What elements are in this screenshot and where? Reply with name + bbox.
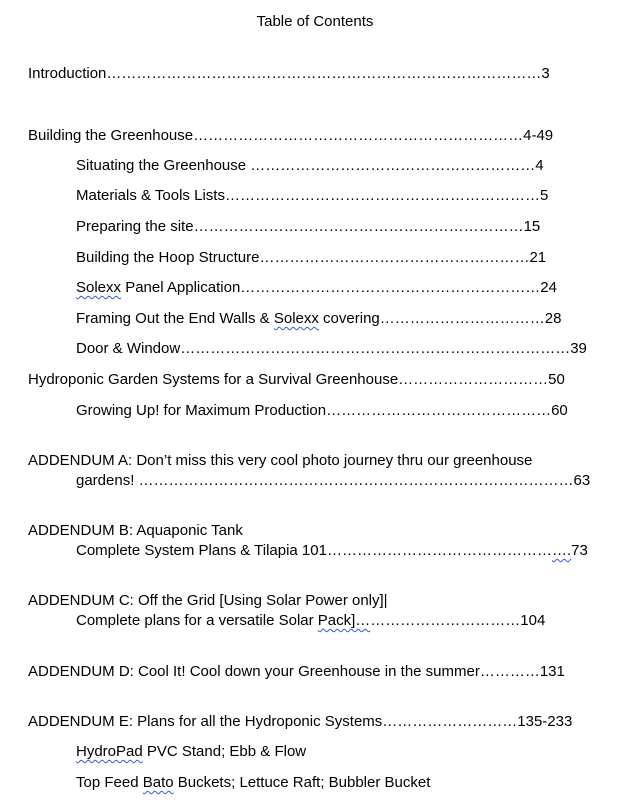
spellcheck-word: HydroPad bbox=[76, 743, 143, 760]
spellcheck-word: Bato bbox=[142, 774, 174, 791]
toc-entry-addendum-c: ADDENDUM C: Off the Grid [Using Solar Power only]| bbox=[28, 592, 388, 609]
entry-text: …………………………104 bbox=[370, 612, 546, 629]
toc-entry-addendum-a: ADDENDUM A: Don’t miss this very cool photo journey thru our greenhouse bbox=[28, 452, 533, 469]
entry-text: Complete System Plans & Tilapia 101……………………………………… bbox=[76, 542, 552, 559]
toc-entry-addendum-b: ADDENDUM B: Aquaponic Tank bbox=[28, 522, 243, 539]
toc-entry-building-greenhouse: Building the Greenhouse…………………………………………………………4-49 bbox=[28, 127, 554, 144]
toc-entry-situating: Situating the Greenhouse …………………………………………………4 bbox=[76, 157, 544, 174]
spellcheck-word: …. bbox=[551, 542, 572, 559]
spellcheck-word: Solexx bbox=[273, 310, 319, 327]
page-title: Table of Contents bbox=[256, 13, 374, 30]
entry-text: Top Feed bbox=[76, 774, 143, 791]
toc-entry-door-window: Door & Window……………………………………………………………………39 bbox=[76, 340, 587, 357]
toc-entry-preparing-site: Preparing the site…………………………………………………………15 bbox=[76, 218, 541, 235]
entry-text: 73 bbox=[571, 542, 588, 559]
toc-entry-top-feed bbox=[76, 774, 430, 791]
toc-entry-addendum-b-cont bbox=[76, 542, 588, 559]
toc-entry-addendum-e: ADDENDUM E: Plans for all the Hydroponic Systems………………………135-233 bbox=[28, 713, 573, 730]
entry-text: Buckets; Lettuce Raft; Bubbler Bucket bbox=[173, 774, 431, 791]
toc-entry-hydroponic-systems: Hydroponic Garden Systems for a Survival Greenhouse…………………………50 bbox=[28, 371, 565, 388]
entry-text: covering……………………………28 bbox=[318, 310, 562, 327]
toc-entry-framing bbox=[76, 310, 561, 327]
entry-text: Framing Out the End Walls & bbox=[76, 310, 274, 327]
toc-entry-hydropad bbox=[76, 743, 306, 760]
toc-entry-materials: Materials & Tools Lists………………………………………………………5 bbox=[76, 187, 549, 204]
entry-text: Complete plans for a versatile Solar bbox=[76, 612, 318, 629]
toc-entry-hoop-structure: Building the Hoop Structure………………………………………………21 bbox=[76, 249, 547, 266]
toc-entry-addendum-c-cont bbox=[76, 612, 545, 629]
toc-entry-solexx-panel bbox=[76, 279, 557, 296]
toc-entry-addendum-a-cont: gardens! ……………………………………………………………………………63 bbox=[76, 472, 591, 489]
spellcheck-word: Pack]… bbox=[317, 612, 371, 629]
entry-text: PVC Stand; Ebb & Flow bbox=[142, 743, 307, 760]
toc-entry-introduction: Introduction……………………………………………………………………………3 bbox=[28, 65, 550, 82]
toc-entry-addendum-d: ADDENDUM D: Cool It! Cool down your Greenhouse in the summer…………131 bbox=[28, 663, 565, 680]
spellcheck-word: Solexx bbox=[76, 279, 122, 296]
toc-entry-growing-up: Growing Up! for Maximum Production………………………………………60 bbox=[76, 402, 568, 419]
entry-text: Panel Application……………………………………………………24 bbox=[121, 279, 557, 296]
